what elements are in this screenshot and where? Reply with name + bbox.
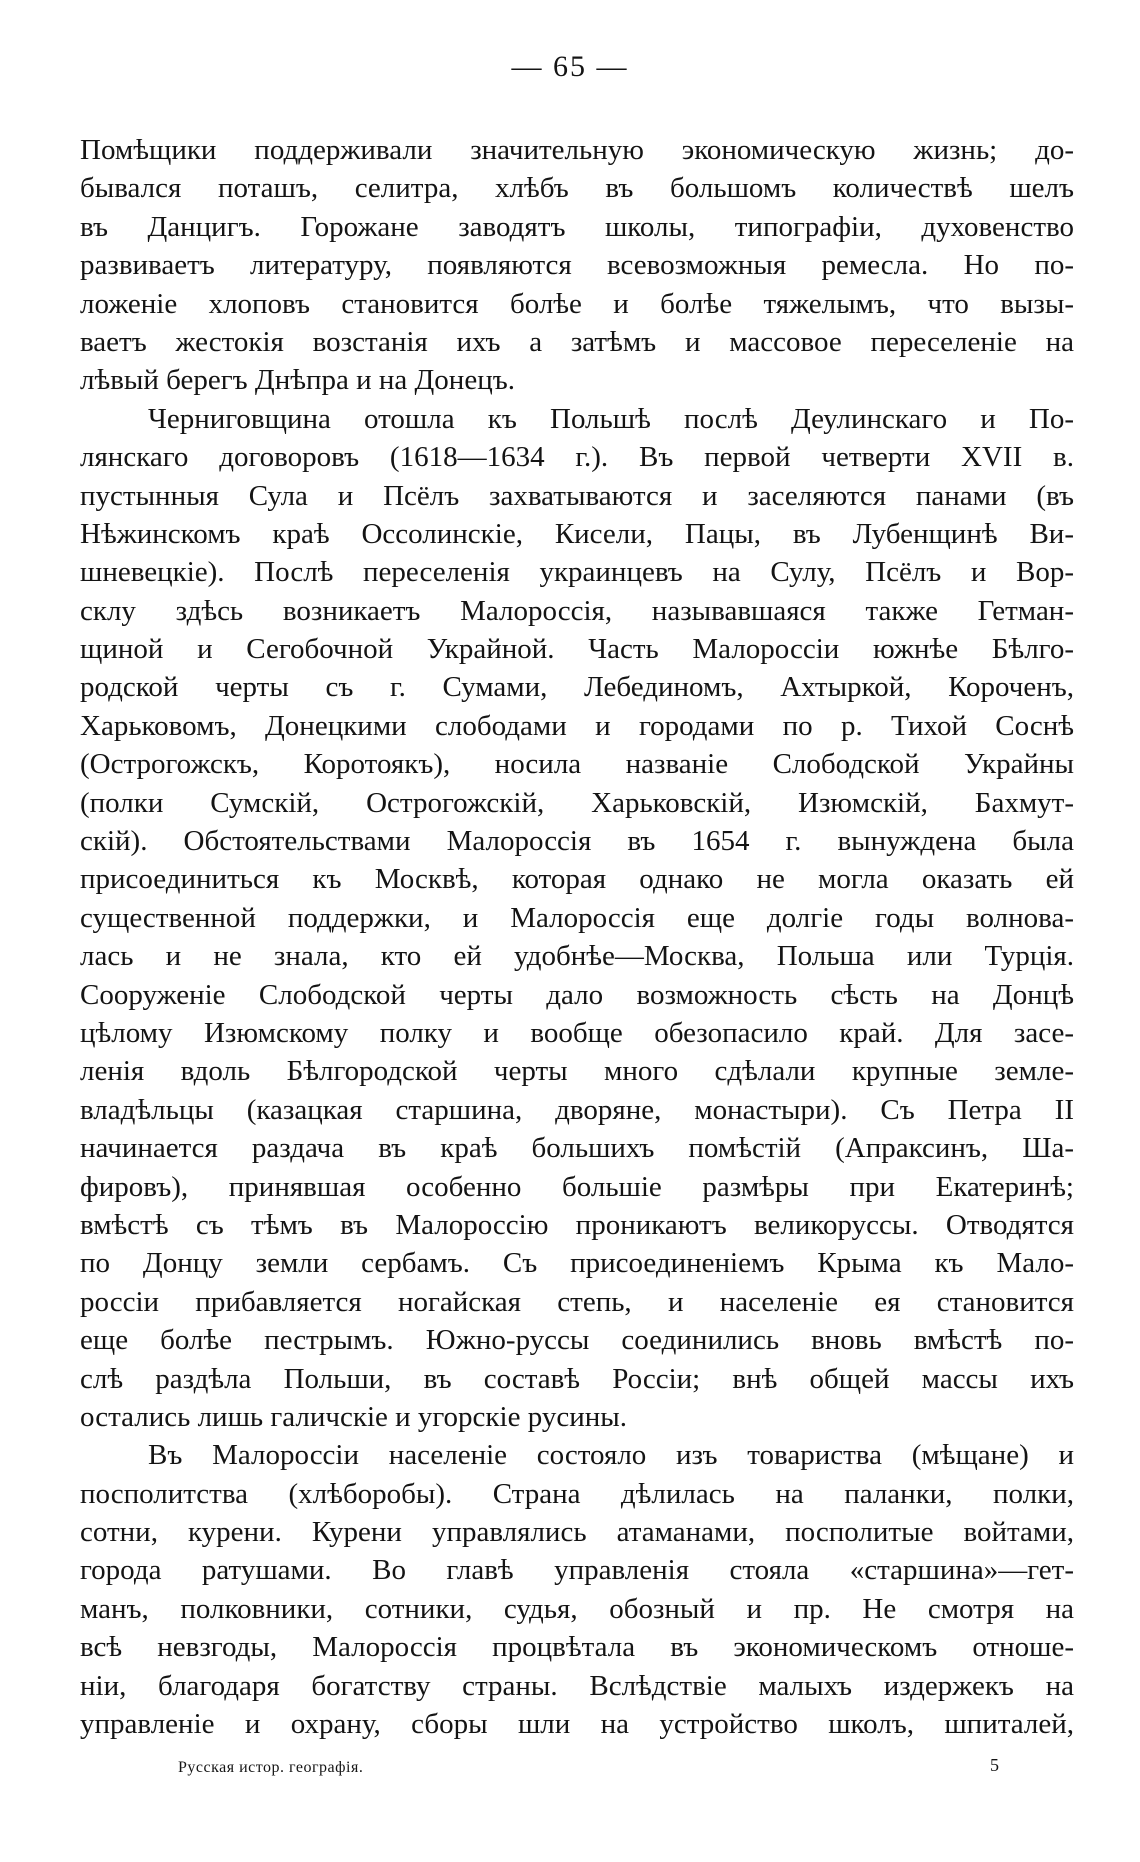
text-line: слѣ раздѣла Польши, въ составѣ Россіи; внѣ общей массы ихъ [80,1362,1074,1395]
text-line: скій). Обстоятельствами Малороссія въ 1654 г. вынуждена была [80,825,1074,858]
page-number: — 65 — [511,50,629,83]
text-line: (Острогожскъ, Коротоякъ), носила названіе Слободской Украйны [80,748,1074,781]
text-line: Помѣщики поддерживали значительную экономическую жизнь; до- [80,134,1074,166]
text-line: шневецкіе). Послѣ переселенія украинцевъ на Сулу, Псёлъ и Вор- [80,556,1074,589]
text-line: Черниговщина отошла къ Польшѣ послѣ Деулинскаго и По- [148,402,1074,435]
paragraph [80,131,1074,400]
text-line: ленія вдоль Бѣлгородской черты много сдѣлали крупные земле- [80,1055,1074,1088]
text-line: лась и не знала, кто ей удобнѣе—Москва, Польша или Турція. [80,940,1074,973]
text-line: всѣ невзгоды, Малороссія процвѣтала въ экономическомъ отноше- [80,1631,1074,1664]
text-line: существенной поддержки, и Малороссія еще долгіе годы волнова- [80,901,1074,934]
text-line: Нѣжинскомъ краѣ Оссолинскіе, Кисели, Пацы, въ Лубенщинѣ Ви- [80,517,1074,550]
text-line: развиваетъ литературу, появляются всевозможныя ремесла. Но по- [80,249,1074,282]
text-line: Въ Малороссіи населеніе состояло изъ товариства (мѣщане) и [148,1439,1074,1472]
text-line: начинается раздача въ краѣ большихъ помѣстій (Апраксинъ, Ша- [80,1132,1074,1165]
text-line: ложеніе хлоповъ становится болѣе и болѣе тяжелымъ, что вызы- [80,287,1074,320]
paragraph [80,400,1074,1437]
text-line: ніи, благодаря богатству страны. Вслѣдствіе малыхъ издержекъ на [80,1669,1074,1702]
text-line: россіи прибавляется ногайская степь, и населеніе ея становится [80,1285,1074,1318]
text-line: ваетъ жестокія возстанія ихъ а затѣмъ и массовое переселеніе на [80,325,1074,358]
text-line: лѣвый берегъ Днѣпра и на Донецъ. [80,364,515,397]
text-line: пустынныя Сула и Псёлъ захватываются и заселяются панами (въ [80,479,1074,512]
text-line: остались лишь галичскіе и угорскіе русины. [80,1400,627,1433]
text-line: родской черты съ г. Сумами, Лебединомъ, Ахтыркой, Короченъ, [80,671,1074,704]
text-line: Харьковомъ, Донецкими слободами и городами по р. Тихой Соснѣ [80,709,1074,742]
text-line: управленіе и охрану, сборы шли на устройство школъ, шпиталей, [80,1708,1074,1741]
text-line: по Донцу земли сербамъ. Съ присоединеніемъ Крыма къ Мало- [80,1247,1074,1280]
text-line: фировъ), принявшая особенно большіе размѣры при Екатеринѣ; [80,1170,1074,1203]
body-text [80,131,1074,1743]
text-line: (полки Сумскій, Острогожскій, Харьковскій, Изюмскій, Бахмут- [80,786,1074,819]
text-line: въ Данцигъ. Горожане заводятъ школы, типографіи, духовенство [80,210,1074,243]
text-line: щиной и Сегобочной Украйной. Часть Малороссіи южнѣе Бѣлго- [80,633,1074,666]
text-line: лянскаго договоровъ (1618—1634 г.). Въ первой четверти XVII в. [80,441,1074,474]
text-line: Сооруженіе Слободской черты дало возможность сѣсть на Донцѣ [80,978,1074,1011]
paragraph [80,1436,1074,1743]
text-line: города ратушами. Во главѣ управленія стояла «старшина»—гет- [80,1554,1074,1587]
text-line: присоединиться къ Москвѣ, которая однако не могла оказать ей [80,863,1074,896]
footer-signature-mark: 5 [990,1755,999,1775]
text-line: манъ, полковники, сотники, судья, обозный и пр. Не смотря на [80,1592,1074,1625]
text-line: владѣльцы (казацкая старшина, дворяне, монастыри). Съ Петра II [80,1093,1074,1126]
text-line: еще болѣе пестрымъ. Южно-руссы соединились вновь вмѣстѣ по- [80,1324,1074,1357]
text-line: вмѣстѣ съ тѣмъ въ Малороссію проникаютъ великоруссы. Отводятся [80,1208,1074,1241]
footer-book-title: Русская истор. географія. [178,1759,364,1776]
text-line: склу здѣсь возникаетъ Малороссія, называвшаяся также Гетман- [80,594,1074,627]
text-line: посполитства (хлѣборобы). Страна дѣлилась на паланки, полки, [80,1477,1074,1510]
text-line: сотни, курени. Курени управлялись атаманами, посполитые войтами, [80,1516,1074,1549]
text-line: цѣлому Изюмскому полку и вообще обезопасило край. Для засе- [80,1016,1074,1049]
text-line: бывался поташъ, селитра, хлѣбъ въ большомъ количествѣ шелъ [80,172,1074,205]
